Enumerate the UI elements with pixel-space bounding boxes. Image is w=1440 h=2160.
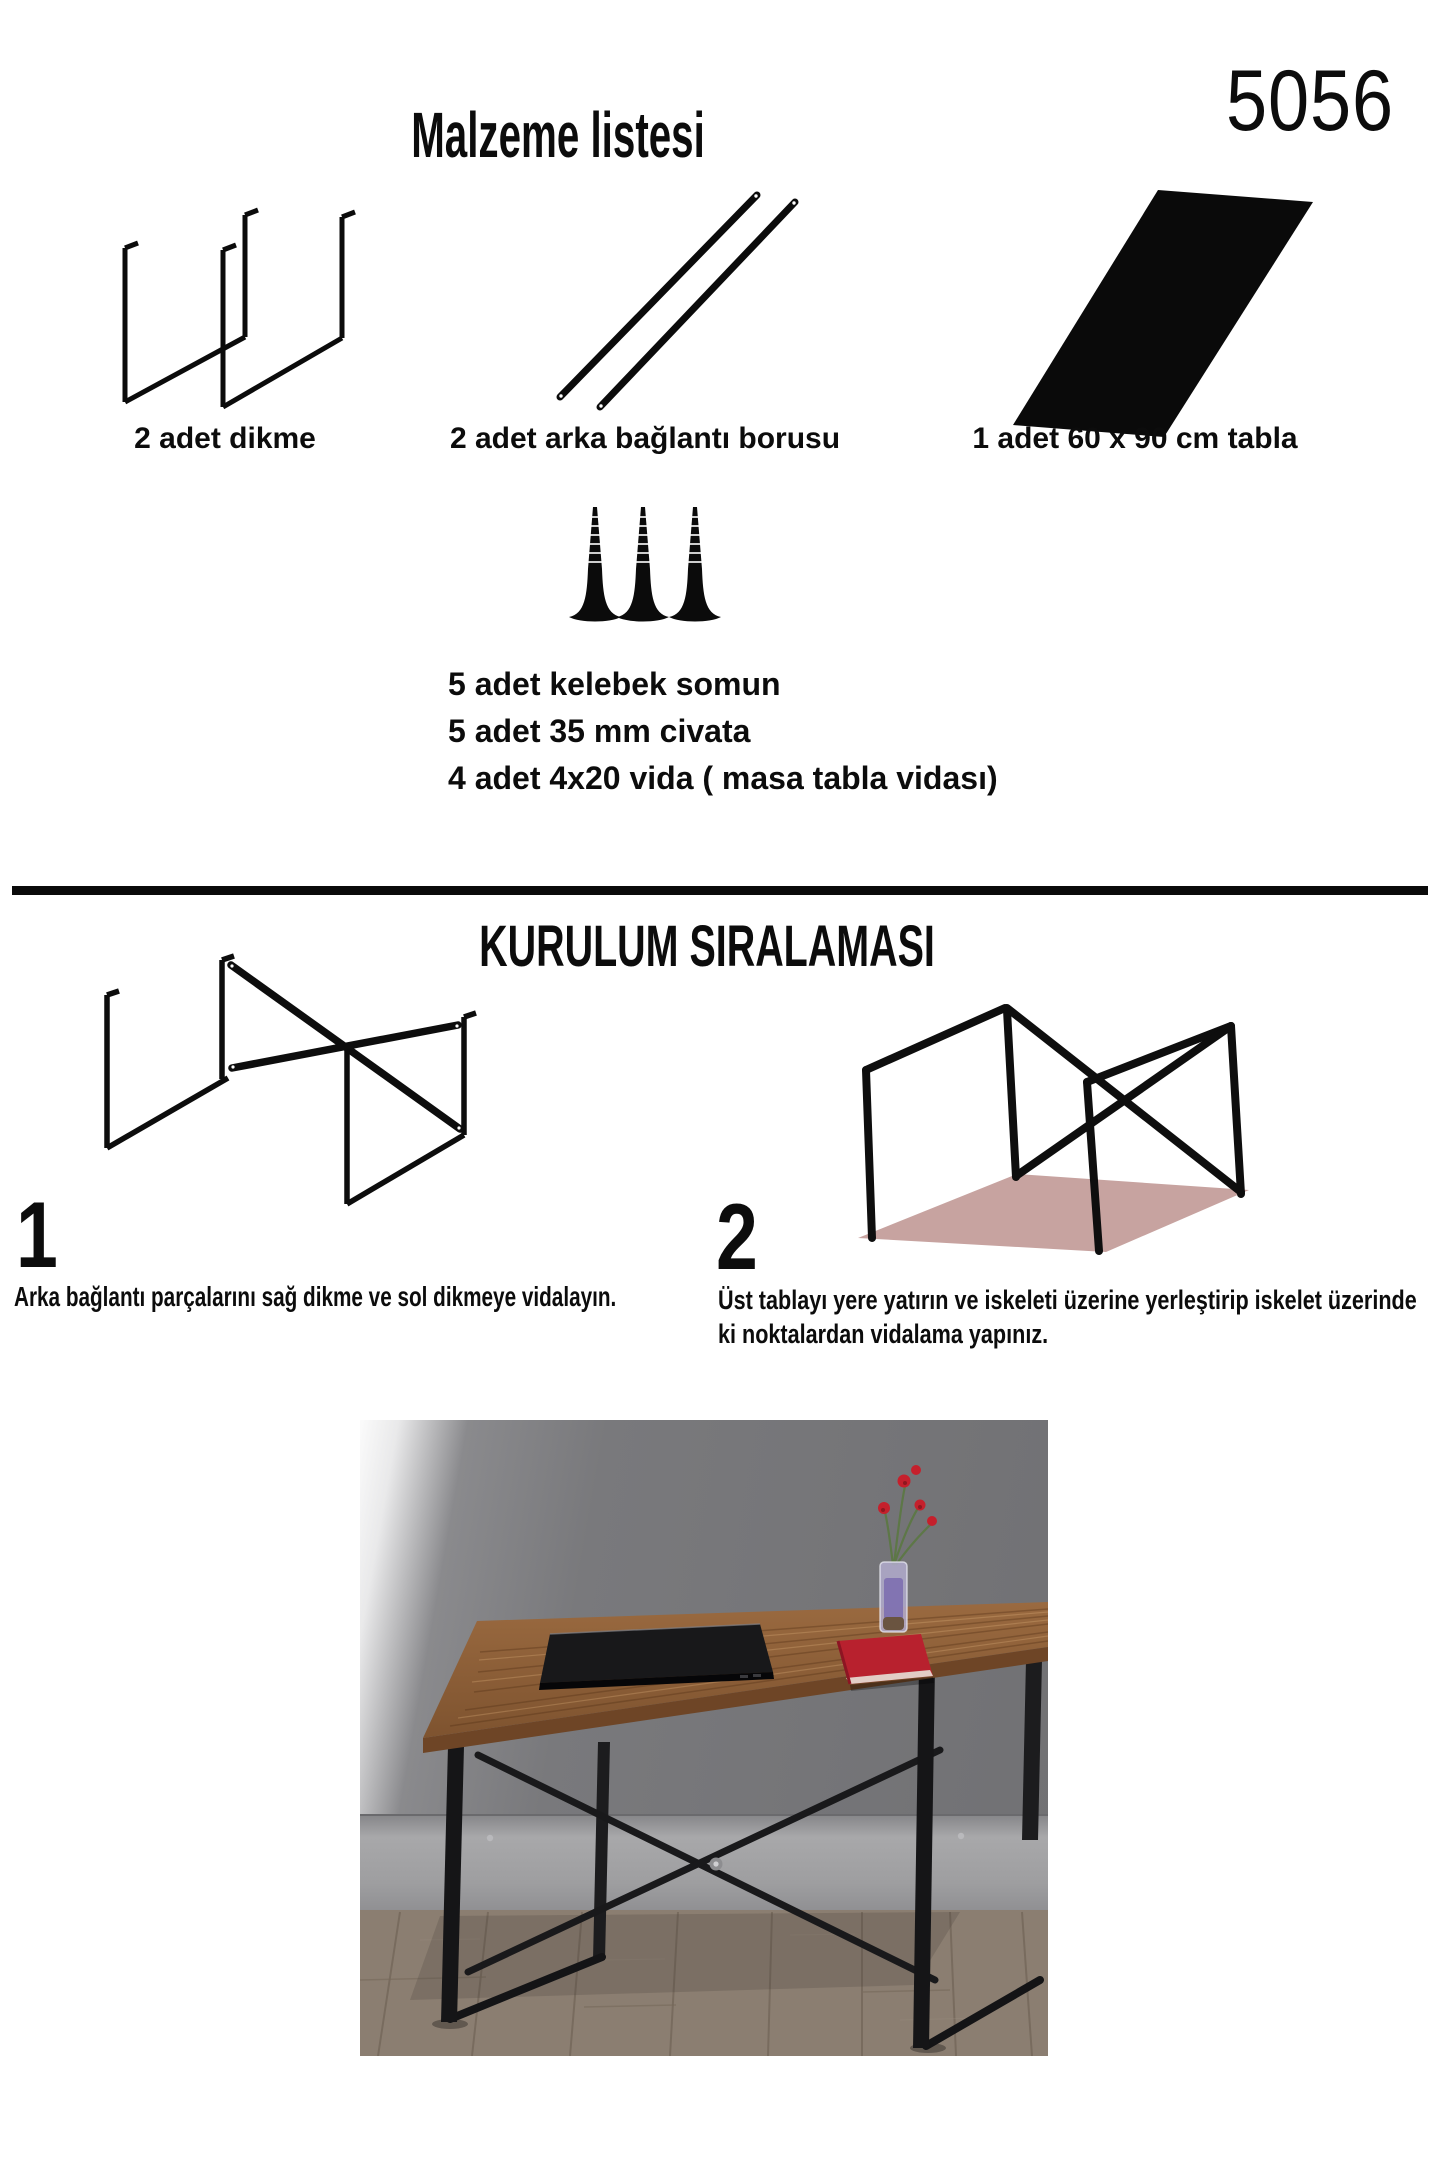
step1-number: 1 [16, 1182, 58, 1287]
upright-frames-icon [80, 145, 370, 415]
screws-icon [560, 495, 740, 627]
section-divider [12, 886, 1428, 895]
step1-instruction: Arka bağlantı parçalarını sağ dikme ve sol dikmeye vidalayın. [14, 1281, 617, 1312]
model-number: 5056 [1226, 53, 1394, 149]
materials-title: Malzeme listesi [411, 99, 705, 171]
step1-diagram [55, 950, 485, 1220]
part-label-uprights: 2 adet dikme [134, 422, 316, 455]
step2-instruction: Üst tablayı yere yatırın ve iskeleti üzerine yerleştirip iskelet üzerinde ki noktalardan vidalama yapınız. [718, 1285, 1417, 1349]
part-label-tabletop: 1 adet 60 x 90 cm tabla [972, 422, 1298, 455]
hardware-item: 5 adet 35 mm civata [448, 713, 751, 749]
tabletop-panel-icon [950, 150, 1330, 450]
part-label-rods: 2 adet arka bağlantı borusu [449, 422, 841, 455]
step2-diagram [760, 955, 1280, 1270]
step2-number: 2 [716, 1184, 758, 1289]
back-connection-rods-icon [440, 135, 810, 425]
product-photo [360, 1420, 1048, 2056]
hardware-item: 5 adet kelebek somun [448, 666, 781, 702]
assembly-title: KURULUM SIRALAMASI [479, 914, 935, 979]
photo-scene [360, 1420, 1048, 2056]
hardware-list [448, 661, 998, 802]
hardware-item: 4 adet 4x20 vida ( masa tabla vidası) [448, 760, 998, 796]
